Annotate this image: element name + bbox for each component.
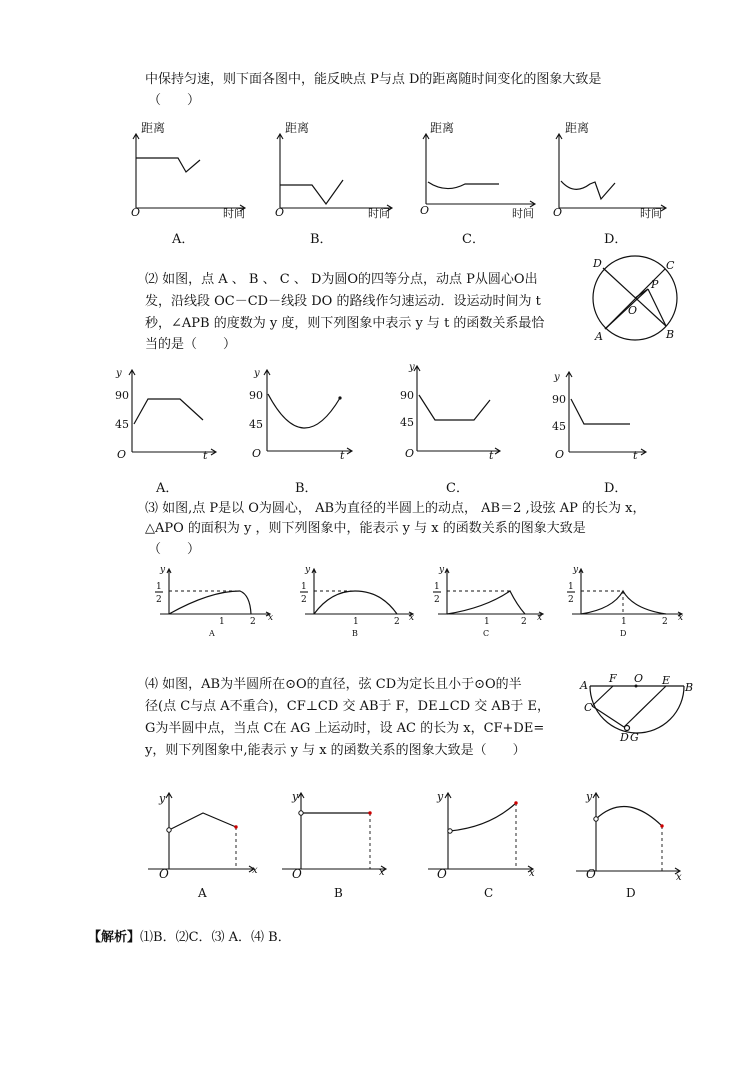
- q3-d-xtick-1: 1: [621, 617, 627, 627]
- q1-d-ylabel: 距离: [565, 121, 590, 135]
- q4-d-option: D: [626, 886, 636, 900]
- q4-stem-line1: ⑷ 如图，AB为半圆所在⊙O的直径，弦 CD为定长且小于⊙O的半: [145, 677, 522, 692]
- q1-graph-d: [548, 120, 678, 220]
- q2-stem-line1: ⑵ 如图，点 A 、 B 、 C 、 D为圆O的四等分点，动点 P从圆心O出: [145, 272, 538, 287]
- q4-b-origin: O: [292, 867, 302, 881]
- q3-c-xtick-1: 1: [484, 617, 490, 627]
- q2-graph-d: [546, 362, 666, 462]
- q3-b-xtick-1: 1: [353, 617, 359, 627]
- answer-label: 【解析】: [88, 930, 141, 945]
- q1-a-origin: O: [131, 206, 141, 219]
- q3-graph-d: [558, 563, 688, 643]
- q3-stem-line1: ⑶ 如图,点 P是以 O为圆心， AB为直径的半圆上的动点， AB＝2 ,设弦 AP 的长为 x，: [145, 501, 646, 516]
- q3-d-xlabel: x: [678, 613, 684, 623]
- q2-option-c: C．: [446, 481, 469, 496]
- q2-label-o: O: [628, 304, 638, 317]
- q3-b-ylabel: y: [305, 565, 311, 575]
- q3-d-option: D: [620, 629, 627, 638]
- q2-c-tick-90: 90: [400, 389, 414, 402]
- q3-b-tick-den: 2: [301, 595, 307, 605]
- q3-c-xtick-2: 2: [521, 617, 527, 627]
- q2-c-tick-45: 45: [400, 416, 414, 429]
- q4-label-d: D: [620, 731, 629, 744]
- q1-option-d: D．: [604, 232, 628, 247]
- q2-a-xlabel: t: [203, 449, 208, 462]
- q3-graph-b: [291, 563, 421, 643]
- q2-label-p: P: [651, 278, 659, 291]
- q1-d-xlabel: 时间: [640, 207, 662, 220]
- q2-b-tick-90: 90: [249, 389, 263, 402]
- q1-answer-blank: （ ）: [148, 93, 201, 108]
- q2-label-a: A: [595, 330, 603, 343]
- q3-graph-c: [425, 563, 555, 643]
- q2-a-origin: O: [117, 448, 127, 461]
- q3-d-tick-num: 1: [568, 582, 574, 592]
- q4-graph-d: [568, 789, 698, 899]
- q4-stem-line2: 径(点 C与点 A不重合)，CF⊥CD 交 AB于 F，DE⊥CD 交 AB于 E，: [145, 699, 550, 714]
- q1-c-origin: O: [420, 204, 430, 217]
- q2-d-ylabel: y: [554, 372, 560, 383]
- q1-graph-b: [272, 120, 402, 220]
- q3-a-tick-num: 1: [156, 582, 162, 592]
- q3-a-option: A: [209, 629, 215, 638]
- q4-label-o: O: [634, 672, 644, 685]
- q2-a-tick-90: 90: [115, 389, 129, 402]
- q2-option-d: D．: [604, 481, 628, 496]
- q2-c-xlabel: t: [489, 449, 494, 462]
- q4-c-origin: O: [437, 867, 447, 881]
- q4-stem-line3: G为半圆中点，当点 C在 AG 上运动时，设 AC 的长为 x，CF+DE=: [145, 721, 545, 736]
- q4-c-option: C: [484, 886, 494, 900]
- q2-stem-line4: 当的是（ ）: [145, 337, 237, 352]
- q2-b-xlabel: t: [340, 449, 345, 462]
- q2-stem-line3: 秒，∠APB 的度数为 y 度，则下列图象中表示 y 与 t 的函数关系最恰: [145, 316, 545, 331]
- q3-c-xlabel: x: [537, 613, 543, 623]
- q2-label-b: B: [666, 328, 675, 341]
- q3-answer-blank: （ ）: [148, 542, 201, 557]
- q4-label-f: F: [609, 672, 617, 685]
- q2-label-d: D: [593, 257, 602, 270]
- q2-d-tick-90: 90: [552, 393, 566, 406]
- q3-b-tick-num: 1: [301, 582, 307, 592]
- q2-option-b: B．: [295, 481, 318, 496]
- q1-graph-a: [125, 120, 255, 220]
- q1-option-a: A．: [172, 232, 195, 247]
- answer-line: [88, 927, 291, 949]
- q2-c-origin: O: [405, 447, 415, 460]
- q2-d-origin: O: [555, 448, 565, 461]
- q4-label-b: B: [685, 681, 694, 694]
- q2-c-ylabel: y: [409, 362, 415, 373]
- q3-b-option: B: [352, 629, 358, 638]
- q1-stem-line1: 中保持匀速，则下面各图中，能反映点 P与点 D的距离随时间变化的图象大致是: [145, 72, 602, 87]
- q1-option-b: B．: [310, 232, 333, 247]
- q3-d-ylabel: y: [573, 565, 579, 575]
- q4-b-xlabel: x: [379, 867, 385, 878]
- q2-label-c: C: [666, 259, 675, 272]
- answer-text: ⑴B．⑵C．⑶ A．⑷ B．: [140, 930, 291, 945]
- q4-a-ylabel: y: [159, 792, 166, 805]
- q3-d-xtick-2: 2: [662, 617, 668, 627]
- q4-c-xlabel: x: [529, 868, 535, 879]
- q2-circle-figure: [588, 254, 688, 344]
- q3-stem-line2: △APO 的面积为 y ，则下列图象中，能表示 y 与 x 的函数关系的图象大致是: [145, 521, 586, 536]
- q4-d-xlabel: x: [676, 872, 682, 883]
- q1-d-origin: O: [553, 206, 563, 219]
- q4-stem-line4: y，则下列图象中,能表示 y 与 x 的函数关系的图象大致是（ ）: [145, 743, 526, 758]
- q3-c-ylabel: y: [439, 565, 445, 575]
- q4-label-c: C: [584, 701, 593, 714]
- q2-a-ylabel: y: [116, 368, 122, 379]
- q1-b-origin: O: [275, 206, 285, 219]
- q3-a-xlabel: x: [268, 613, 274, 623]
- q4-a-origin: O: [159, 867, 169, 881]
- q2-d-xlabel: t: [633, 449, 638, 462]
- q4-b-option: B: [334, 886, 343, 900]
- q4-a-xlabel: x: [252, 865, 258, 876]
- q1-c-xlabel: 时间: [512, 207, 534, 220]
- q3-a-tick-den: 2: [156, 595, 162, 605]
- q3-a-xtick-2: 2: [250, 617, 256, 627]
- q3-c-tick-den: 2: [434, 595, 440, 605]
- q2-stem-line2: 发，沿线段 OC－CD－线段 DO 的路线作匀速运动．设运动时间为 t: [145, 294, 541, 309]
- q1-b-xlabel: 时间: [368, 207, 390, 220]
- q2-b-tick-45: 45: [249, 418, 263, 431]
- q4-b-ylabel: y: [292, 790, 299, 803]
- q1-a-xlabel: 时间: [223, 207, 245, 220]
- q1-c-ylabel: 距离: [430, 121, 455, 135]
- q4-label-g: G: [630, 731, 639, 744]
- q3-graph-a: [150, 563, 280, 643]
- q2-b-ylabel: y: [254, 368, 260, 379]
- q4-a-option: A: [198, 886, 207, 900]
- q4-graph-b: [276, 789, 406, 899]
- q3-b-xtick-2: 2: [394, 617, 400, 627]
- q3-b-xlabel: x: [409, 613, 415, 623]
- q2-graph-a: [108, 362, 228, 462]
- q2-graph-b: [248, 362, 368, 462]
- q1-a-ylabel: 距离: [141, 121, 166, 135]
- q3-a-xtick-1: 1: [219, 617, 225, 627]
- q2-b-origin: O: [252, 447, 262, 460]
- q1-graph-c: [419, 118, 549, 218]
- q3-c-option: C: [483, 629, 490, 638]
- q2-option-a: A．: [156, 481, 179, 496]
- q2-a-tick-45: 45: [115, 418, 129, 431]
- q1-option-c: C．: [462, 232, 485, 247]
- q1-b-ylabel: 距离: [285, 121, 310, 135]
- q3-d-tick-den: 2: [568, 595, 574, 605]
- q4-graph-c: [420, 789, 550, 899]
- q4-graph-a: [140, 789, 270, 899]
- q2-graph-c: [396, 362, 516, 462]
- q3-c-tick-num: 1: [434, 582, 440, 592]
- q2-d-tick-45: 45: [552, 420, 566, 433]
- q4-semicircle-figure: [578, 672, 698, 752]
- q4-d-origin: O: [586, 867, 596, 881]
- q3-a-ylabel: y: [160, 565, 166, 575]
- q4-label-a: A: [580, 679, 588, 692]
- q4-c-ylabel: y: [437, 790, 444, 803]
- q4-d-ylabel: y: [586, 790, 593, 803]
- q4-label-e: E: [662, 674, 671, 687]
